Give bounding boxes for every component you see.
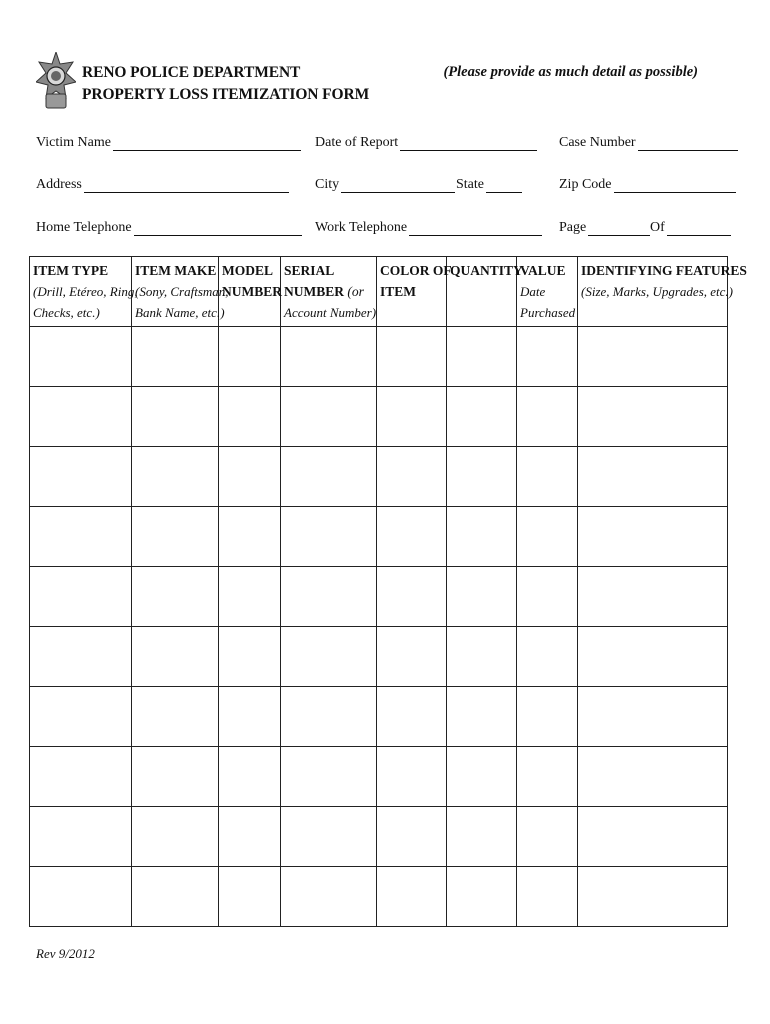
table-row xyxy=(30,627,728,687)
table-header-row xyxy=(30,257,728,327)
table-cell[interactable] xyxy=(377,567,447,627)
table-cell[interactable] xyxy=(578,567,728,627)
table-cell[interactable] xyxy=(30,627,132,687)
case-number-field[interactable] xyxy=(559,131,738,151)
table-cell[interactable] xyxy=(578,867,728,927)
home-telephone-line[interactable] xyxy=(134,221,302,236)
table-cell[interactable] xyxy=(281,807,377,867)
property-itemization-table xyxy=(29,256,747,927)
table-cell[interactable] xyxy=(517,507,578,567)
table-cell[interactable] xyxy=(30,807,132,867)
page-of-field[interactable] xyxy=(650,216,731,236)
case-number-label: Case Number xyxy=(559,135,636,150)
table-cell[interactable] xyxy=(517,387,578,447)
table-cell[interactable] xyxy=(132,447,219,507)
table-cell[interactable] xyxy=(219,747,281,807)
work-telephone-line[interactable] xyxy=(409,221,542,236)
table-cell[interactable] xyxy=(30,447,132,507)
table-cell[interactable] xyxy=(30,867,132,927)
column-header-quantity: QUANTITY xyxy=(447,257,517,327)
table-cell[interactable] xyxy=(578,507,728,567)
table-cell[interactable] xyxy=(377,447,447,507)
table-cell[interactable] xyxy=(281,447,377,507)
table-cell[interactable] xyxy=(517,687,578,747)
table-cell[interactable] xyxy=(281,627,377,687)
table-cell[interactable] xyxy=(447,507,517,567)
table-cell[interactable] xyxy=(447,387,517,447)
table-cell[interactable] xyxy=(219,627,281,687)
table-cell[interactable] xyxy=(219,447,281,507)
table-cell[interactable] xyxy=(30,747,132,807)
table-cell[interactable] xyxy=(132,327,219,387)
table-cell[interactable] xyxy=(517,807,578,867)
table-cell[interactable] xyxy=(132,867,219,927)
table-cell[interactable] xyxy=(30,327,132,387)
page-of-line[interactable] xyxy=(667,221,731,236)
address-label: Address xyxy=(36,177,82,192)
column-header-item-type: ITEM TYPE (Drill, Etéreo, Ring, Checks, etc.) xyxy=(30,257,132,327)
table-cell[interactable] xyxy=(219,387,281,447)
address-line[interactable] xyxy=(84,178,289,193)
table-cell[interactable] xyxy=(447,627,517,687)
table-row xyxy=(30,447,728,507)
table-cell[interactable] xyxy=(377,747,447,807)
table-cell[interactable] xyxy=(377,507,447,567)
page-field[interactable] xyxy=(559,216,650,236)
table-cell[interactable] xyxy=(219,507,281,567)
table-cell[interactable] xyxy=(578,747,728,807)
table-cell[interactable] xyxy=(219,807,281,867)
zip-code-field[interactable] xyxy=(559,173,736,193)
column-header-value: VALUE Date Purchased xyxy=(517,257,578,327)
table-row xyxy=(30,507,728,567)
table-cell[interactable] xyxy=(447,807,517,867)
revision-date: Rev 9/2012 xyxy=(36,946,95,961)
table-cell[interactable] xyxy=(30,687,132,747)
police-badge-star-icon xyxy=(36,52,76,110)
form-header xyxy=(82,62,369,106)
city-line[interactable] xyxy=(341,178,455,193)
table-cell[interactable] xyxy=(377,867,447,927)
table-cell[interactable] xyxy=(219,567,281,627)
table-cell[interactable] xyxy=(219,327,281,387)
date-of-report-label: Date of Report xyxy=(315,135,399,150)
city-field[interactable] xyxy=(315,173,455,193)
table-cell[interactable] xyxy=(377,327,447,387)
page-line[interactable] xyxy=(588,221,650,236)
table-cell[interactable] xyxy=(132,807,219,867)
table-cell[interactable] xyxy=(447,567,517,627)
home-telephone-label: Home Telephone xyxy=(36,220,132,235)
table-cell[interactable] xyxy=(377,387,447,447)
table-cell[interactable] xyxy=(517,447,578,507)
table-cell[interactable] xyxy=(219,687,281,747)
table-cell[interactable] xyxy=(377,807,447,867)
date-of-report-line[interactable] xyxy=(400,136,537,151)
table-cell[interactable] xyxy=(132,687,219,747)
table-cell[interactable] xyxy=(132,627,219,687)
table-cell[interactable] xyxy=(132,567,219,627)
table-row xyxy=(30,747,728,807)
table-cell[interactable] xyxy=(578,387,728,447)
page-of-label: Of xyxy=(650,220,665,235)
table-cell[interactable] xyxy=(578,687,728,747)
table-cell[interactable] xyxy=(578,327,728,387)
table-cell[interactable] xyxy=(517,627,578,687)
column-header-serial-number: SERIAL NUMBER (or Account Number) xyxy=(281,257,377,327)
table-cell[interactable] xyxy=(578,807,728,867)
column-header-model-number: MODEL NUMBER xyxy=(219,257,281,327)
column-header-item-make: ITEM MAKE (Sony, Craftsman, Bank Name, etc.) xyxy=(132,257,219,327)
table-row xyxy=(30,807,728,867)
table-row xyxy=(30,387,728,447)
table-cell[interactable] xyxy=(30,507,132,567)
work-telephone-label: Work Telephone xyxy=(315,220,408,235)
table-row xyxy=(30,567,728,627)
state-label: State xyxy=(456,177,484,192)
table-cell[interactable] xyxy=(447,747,517,807)
table-cell[interactable] xyxy=(578,627,728,687)
address-field[interactable] xyxy=(36,173,289,193)
table-cell[interactable] xyxy=(377,627,447,687)
table-cell[interactable] xyxy=(517,327,578,387)
table-cell[interactable] xyxy=(578,447,728,507)
page-label: Page xyxy=(559,220,587,235)
form-title: PROPERTY LOSS ITEMIZATION FORM xyxy=(82,86,370,103)
table-cell[interactable] xyxy=(281,567,377,627)
table-cell[interactable] xyxy=(132,507,219,567)
table-cell[interactable] xyxy=(281,687,377,747)
table-cell[interactable] xyxy=(281,747,377,807)
table-cell[interactable] xyxy=(281,387,377,447)
table-row xyxy=(30,687,728,747)
table-row xyxy=(30,327,728,387)
table-cell[interactable] xyxy=(447,447,517,507)
victim-name-label: Victim Name xyxy=(36,135,111,150)
table-row xyxy=(30,867,728,927)
table-cell[interactable] xyxy=(132,747,219,807)
table-cell[interactable] xyxy=(447,327,517,387)
table-cell[interactable] xyxy=(281,867,377,927)
table-cell[interactable] xyxy=(281,507,377,567)
department-name: RENO POLICE DEPARTMENT xyxy=(82,64,301,81)
instruction-note: (Please provide as much detail as possible) xyxy=(443,64,698,80)
table-cell[interactable] xyxy=(517,567,578,627)
home-telephone-field[interactable] xyxy=(36,216,302,236)
work-telephone-field[interactable] xyxy=(315,216,542,236)
column-header-color-of-item: COLOR OF ITEM xyxy=(377,257,447,327)
table-cell[interactable] xyxy=(281,327,377,387)
case-number-line[interactable] xyxy=(638,136,738,151)
state-line[interactable] xyxy=(486,178,522,193)
table-cell[interactable] xyxy=(517,747,578,807)
table-cell[interactable] xyxy=(517,867,578,927)
city-label: City xyxy=(315,177,340,192)
table-cell[interactable] xyxy=(447,687,517,747)
table-cell[interactable] xyxy=(219,867,281,927)
zip-code-line[interactable] xyxy=(614,178,736,193)
zip-code-label: Zip Code xyxy=(559,177,612,192)
victim-name-field[interactable] xyxy=(36,131,301,151)
victim-name-line[interactable] xyxy=(113,136,301,151)
state-field[interactable] xyxy=(456,173,522,193)
column-header-identifying-features: IDENTIFYING FEATURES (Size, Marks, Upgrades, etc.) xyxy=(578,257,728,327)
table-cell[interactable] xyxy=(132,387,219,447)
table-cell[interactable] xyxy=(377,687,447,747)
date-of-report-field[interactable] xyxy=(315,131,537,151)
table-cell[interactable] xyxy=(30,567,132,627)
table-cell[interactable] xyxy=(447,867,517,927)
table-cell[interactable] xyxy=(30,387,132,447)
